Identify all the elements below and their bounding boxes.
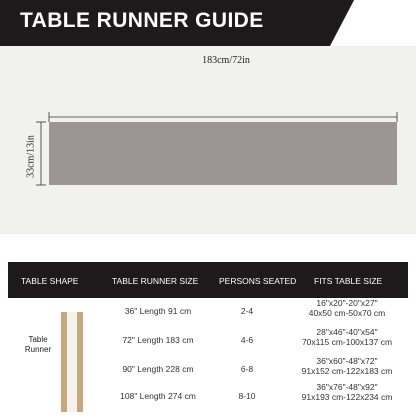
- header-accent-shape: [330, 0, 416, 46]
- table-runner-icon: [58, 312, 88, 412]
- fits-cm-2: 70x115 cm-100x137 cm: [301, 337, 393, 347]
- header-banner: [0, 0, 416, 46]
- persons-1: 2-4: [240, 306, 254, 316]
- fits-in-3: 36"x60"-48"x72": [316, 356, 378, 366]
- runner-size-4: 108" Length 274 cm: [120, 391, 196, 401]
- width-label: 183cm/72in: [202, 55, 250, 66]
- table-shape-label: [18, 335, 58, 355]
- persons-3: 6-8: [240, 364, 254, 374]
- page-title: TABLE RUNNER GUIDE: [20, 9, 264, 32]
- fits-cm-4: 91x193 cm-122x234 cm: [301, 392, 393, 402]
- fits-in-1: 16"x20"-20"x27": [316, 298, 378, 308]
- runner-size-3: 90" Length 228 cm: [122, 364, 194, 374]
- header-persons-seated: PERSONS SEATED: [219, 276, 297, 286]
- table-header-row: [8, 262, 408, 298]
- header-fits-table-size: FITS TABLE SIZE: [314, 276, 383, 286]
- height-label: 33cm/13in: [25, 135, 37, 178]
- table-runner-shape: [49, 122, 397, 185]
- header-runner-size: TABLE RUNNER SIZE: [112, 276, 199, 286]
- shape-label-line2: Runner: [24, 345, 52, 354]
- runner-size-1: 36" Length 91 cm: [124, 306, 192, 316]
- runner-strip-icon: [67, 312, 77, 412]
- header-table-shape: TABLE SHAPE: [21, 276, 79, 286]
- size-table: [8, 262, 408, 416]
- shape-label-line1: Table: [28, 335, 48, 344]
- fits-cm-3: 91x152 cm-122x183 cm: [301, 366, 393, 376]
- runner-size-2: 72" Length 183 cm: [122, 335, 194, 345]
- fits-in-2: 28"x46"-40"x54": [316, 327, 378, 337]
- fits-in-4: 36"x76"-48"x92": [316, 382, 378, 392]
- fits-cm-1: 40x50 cm-50x70 cm: [308, 308, 386, 318]
- persons-4: 8-10: [238, 391, 256, 401]
- persons-2: 4-6: [240, 335, 254, 345]
